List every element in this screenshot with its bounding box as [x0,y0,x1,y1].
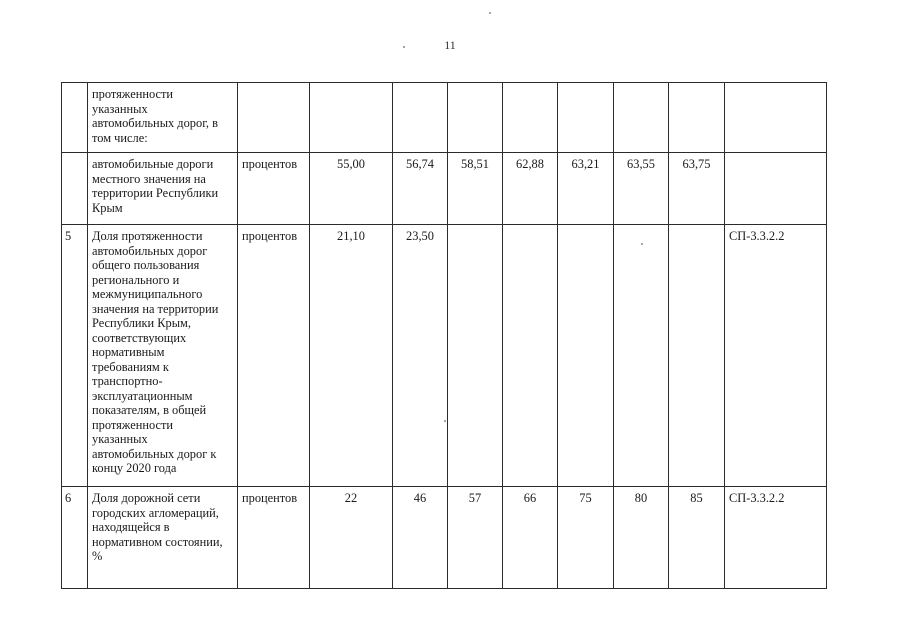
row-value: 55,00 [310,153,393,225]
row-value [393,83,448,153]
row-value [310,83,393,153]
row-unit: процентов [238,225,310,487]
row-index [62,153,88,225]
row-value [448,225,503,487]
row-description: Доля дорожной сети городских агломераций, находящейся в нормативном состоянии, % [88,487,238,589]
row-description: автомобильные дороги местного значения на территории Республики Крым [88,153,238,225]
row-value: 21,10 [310,225,393,487]
scan-speck [403,46,405,48]
row-value: 80 [614,487,669,589]
row-description: протяженности указанных автомобильных дорог, в том числе: [88,83,238,153]
row-value [614,225,669,487]
row-description: Доля протяженности автомобильных дорог общего пользования регионального и межмуниципального значения на территории Республики Крым, соответствующих нормативным требованиям к транспортно- эксплуатационным показателям, в общей протяженности указанных автомобильных дорог к концу 2020 года [88,225,238,487]
row-value: 56,74 [393,153,448,225]
row-source [725,83,827,153]
row-value: 63,75 [669,153,725,225]
row-source [725,153,827,225]
table-row [62,225,827,487]
row-value [669,225,725,487]
row-value [558,83,614,153]
row-value: 46 [393,487,448,589]
scan-speck [444,420,446,422]
row-unit [238,83,310,153]
row-value: 66 [503,487,558,589]
row-value: 58,51 [448,153,503,225]
scan-speck [641,243,643,245]
row-value: 22 [310,487,393,589]
row-value: 75 [558,487,614,589]
row-value: 63,55 [614,153,669,225]
row-index: 5 [62,225,88,487]
row-value: 63,21 [558,153,614,225]
row-index: 6 [62,487,88,589]
row-value [614,83,669,153]
row-unit: процентов [238,153,310,225]
indicators-table [61,82,827,589]
table-row [62,83,827,153]
row-source: СП-3.3.2.2 [725,225,827,487]
row-index [62,83,88,153]
row-unit: процентов [238,487,310,589]
row-value: 57 [448,487,503,589]
row-value: 23,50 [393,225,448,487]
row-value: 85 [669,487,725,589]
table-row [62,153,827,225]
row-source: СП-3.3.2.2 [725,487,827,589]
row-value [669,83,725,153]
scan-speck [489,12,491,14]
row-value [503,83,558,153]
page-number: 11 [444,38,456,52]
row-value [503,225,558,487]
table-row [62,487,827,589]
row-value [558,225,614,487]
row-value [448,83,503,153]
row-value: 62,88 [503,153,558,225]
